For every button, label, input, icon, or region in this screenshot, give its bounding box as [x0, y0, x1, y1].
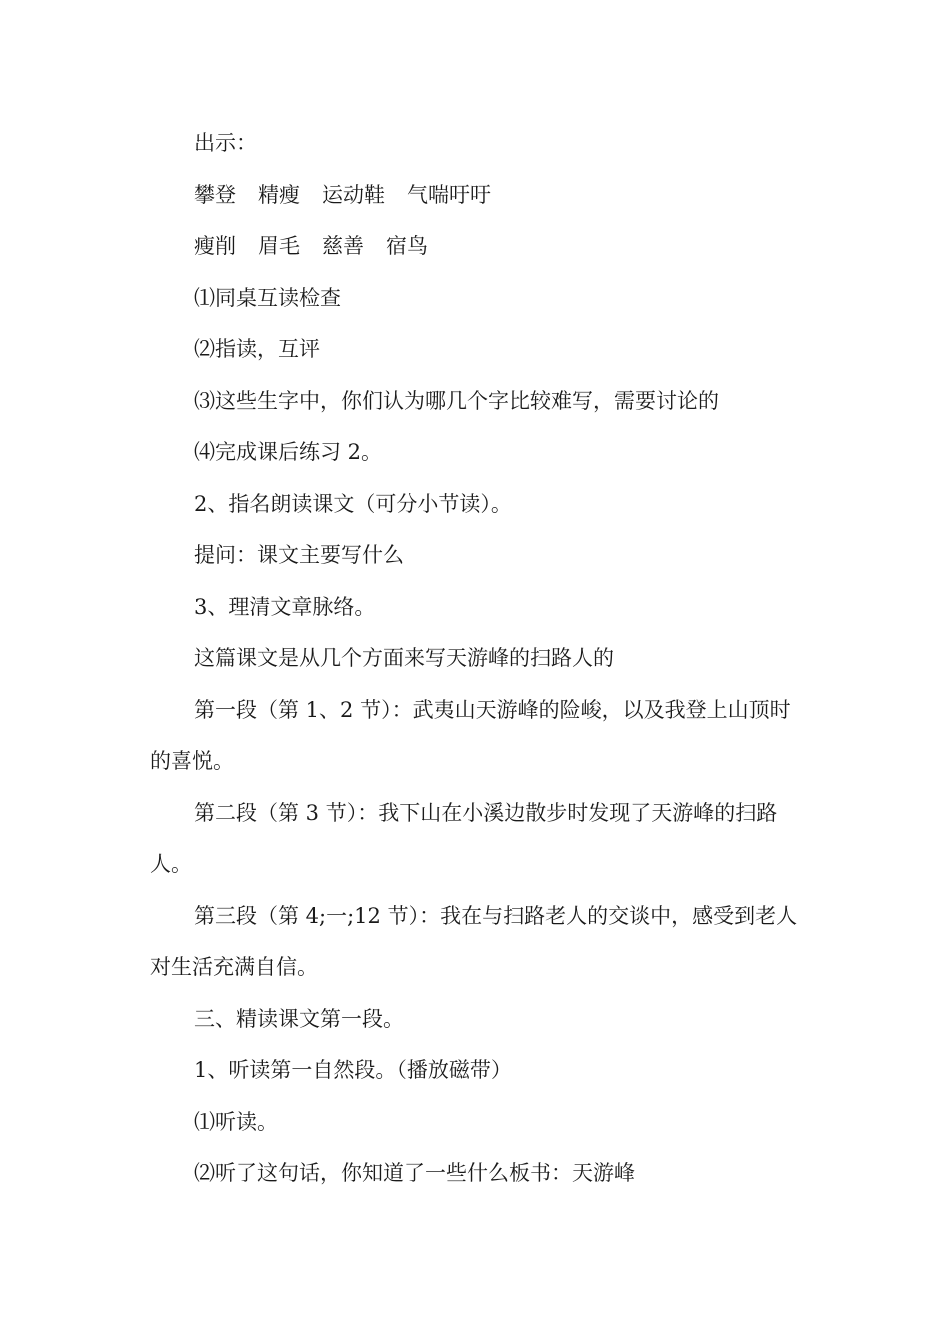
paragraph: 2、指名朗读课文（可分小节读）。 [194, 491, 512, 516]
vocab-word: 运动鞋 [322, 182, 385, 207]
paragraph: ⑵指读，互评 [194, 337, 320, 361]
vocab-word: 攀登 [194, 182, 236, 207]
paragraph: 出示： [194, 131, 257, 155]
document-body [150, 118, 800, 1200]
paragraph: 第三段（第 4;一;12 节）：我在与扫路老人的交谈中，感受到老人对生活充满自信。 [150, 903, 798, 979]
paragraph: 第一段（第 1、2 节）：武夷山天游峰的险峻，以及我登上山顶时的喜悦。 [150, 697, 791, 773]
vocab-word: 瘦削 [194, 234, 236, 258]
vocab-word: 气喘吁吁 [407, 182, 491, 207]
paragraph: 3、理清文章脉络。 [194, 594, 376, 619]
paragraph: 第二段（第 3 节）：我下山在小溪边散步时发现了天游峰的扫路人。 [150, 800, 778, 876]
paragraph: ⑴同桌互读检查 [194, 285, 341, 310]
vocabulary-line-2 [150, 221, 800, 273]
paragraph: 这篇课文是从几个方面来写天游峰的扫路人的 [194, 646, 614, 670]
paragraph: ⑶这些生字中，你们认为哪几个字比较难写，需要讨论的 [194, 388, 719, 413]
vocab-word: 宿鸟 [386, 234, 428, 258]
paragraph: ⑷完成课后练习 2。 [194, 440, 383, 464]
vocab-word: 眉毛 [258, 234, 300, 258]
paragraph: 三、精读课文第一段。 [194, 1006, 404, 1031]
vocabulary-line-1 [150, 170, 800, 222]
paragraph: 1、听读第一自然段。（播放磁带） [194, 1058, 512, 1082]
paragraph: 提问：课文主要写什么 [194, 543, 404, 567]
vocab-word: 慈善 [322, 234, 364, 258]
paragraph: ⑴听读。 [194, 1109, 278, 1134]
paragraph: ⑵听了这句话，你知道了一些什么板书：天游峰 [194, 1161, 635, 1185]
vocab-word: 精瘦 [258, 182, 300, 207]
